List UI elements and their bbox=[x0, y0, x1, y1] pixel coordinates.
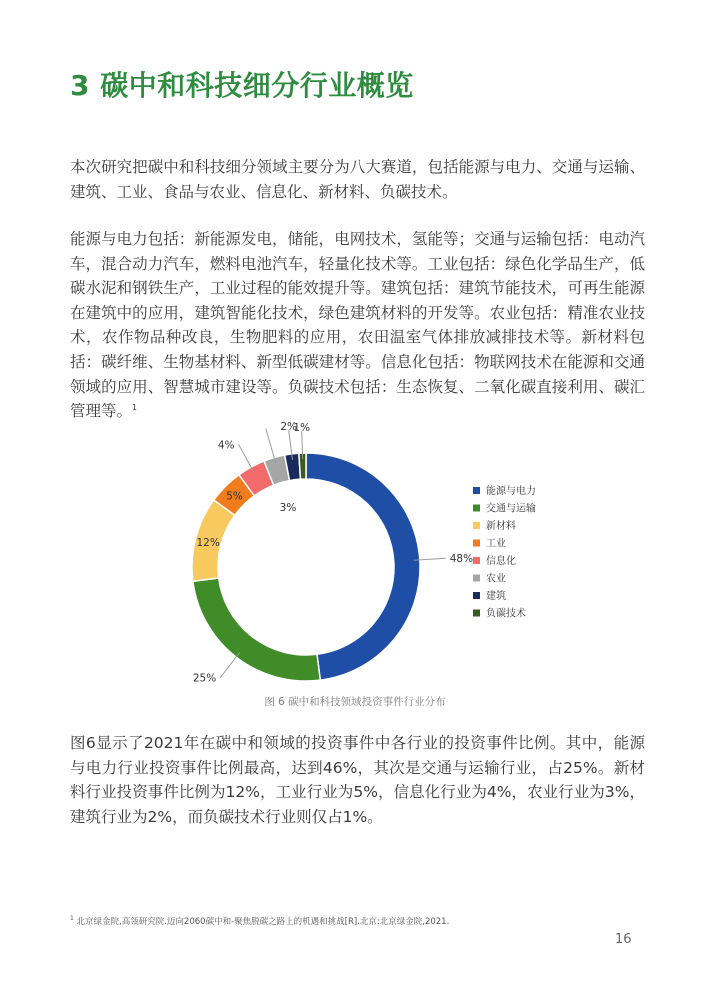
slice-label-2: 25% bbox=[192, 672, 217, 685]
donut-slice-1 bbox=[306, 453, 420, 680]
legend-label-8: 负碳技术 bbox=[486, 608, 526, 620]
figure-caption: 图 6 碳中和科技领域投资事件行业分布 bbox=[264, 696, 446, 708]
footnote-text: 北京绿金院,高瓴研究院.迈向2060碳中和-聚焦脱碳之路上的机遇和挑战[R].北京:北京绿金院,2021. bbox=[76, 917, 450, 927]
analysis-paragraph: 图6显示了2021年在碳中和领域的投资事件中各行业的投资事件比例。其中，能源与电力行业投资事件比例最高，达到46%，其次是交通与运输行业，占25%。新材料行业投资事件比例为12%，工业行业为5%，信息化行业为4%，农业行业为3%，建筑行业为2%，而负碳技术行业则仅占1%。 bbox=[70, 734, 645, 826]
legend-swatch-3 bbox=[473, 522, 480, 529]
leader-line-5 bbox=[239, 444, 254, 472]
page-number: 16 bbox=[615, 932, 632, 947]
footnote-reference: 1 bbox=[132, 403, 138, 412]
legend-label-3: 新材料 bbox=[486, 521, 516, 532]
detail-text: 能源与电力包括：新能源发电，储能，电网技术，氢能等；交通与运输包括：电动汽车，混合动力汽车，燃料电池汽车，轻量化技术等。工业包括：绿色化学品生产，低碳水泥和钢铁生产，工业过程的能效提升等。建筑包括：建筑节能技术，可再生能源在建筑中的应用，建筑智能化技术，绿色建筑材料的开发等。农业包括：精准农业技术，农作物品种改良，生物肥料的应用，农田温室气体排放减排技术等。新材料包括：碳纤维、生物基材料、新型低碳建材等。信息化包括：物联网技术在能源和交通领域的应用、智慧城市建设等。负碳技术包括：生态恢复、二氧化碳直接利用、碳汇管理等。 bbox=[70, 230, 645, 421]
intro-paragraph: 本次研究把碳中和科技细分领域主要分为八大赛道，包括能源与电力、交通与运输、建筑、工业、食品与农业、信息化、新材料、负碳技术。 bbox=[70, 158, 645, 201]
slice-label-8: 1% bbox=[293, 422, 311, 435]
footnote bbox=[70, 915, 449, 927]
legend-label-1: 能源与电力 bbox=[486, 486, 536, 497]
legend-swatch-7 bbox=[473, 592, 480, 599]
legend-label-4: 工业 bbox=[486, 538, 506, 550]
legend-label-5: 信息化 bbox=[486, 556, 516, 567]
legend-label-6: 农业 bbox=[486, 573, 506, 585]
slice-label-3: 12% bbox=[196, 536, 220, 549]
slice-label-6: 3% bbox=[279, 502, 297, 514]
leader-line-2 bbox=[220, 652, 240, 677]
slice-label-7: 2% bbox=[280, 421, 298, 434]
legend-swatch-6 bbox=[473, 575, 480, 582]
donut-slice-2 bbox=[193, 578, 320, 681]
slice-label-1: 48% bbox=[449, 553, 474, 566]
legend-label-2: 交通与运输 bbox=[486, 503, 536, 515]
footnote-mark: 1 bbox=[70, 915, 74, 923]
section-title: 3 碳中和科技细分行业概览 bbox=[70, 69, 414, 102]
legend-swatch-5 bbox=[473, 557, 480, 564]
slice-label-5: 4% bbox=[217, 439, 235, 452]
detail-paragraph bbox=[70, 227, 645, 424]
donut-chart-svg bbox=[180, 421, 590, 685]
legend-swatch-2 bbox=[473, 505, 480, 512]
slice-label-4: 5% bbox=[226, 490, 243, 503]
legend-label-7: 建筑 bbox=[486, 591, 506, 602]
donut-chart bbox=[180, 421, 590, 685]
legend-swatch-4 bbox=[473, 540, 480, 547]
legend-swatch-8 bbox=[473, 610, 480, 617]
legend-swatch-1 bbox=[473, 487, 480, 494]
